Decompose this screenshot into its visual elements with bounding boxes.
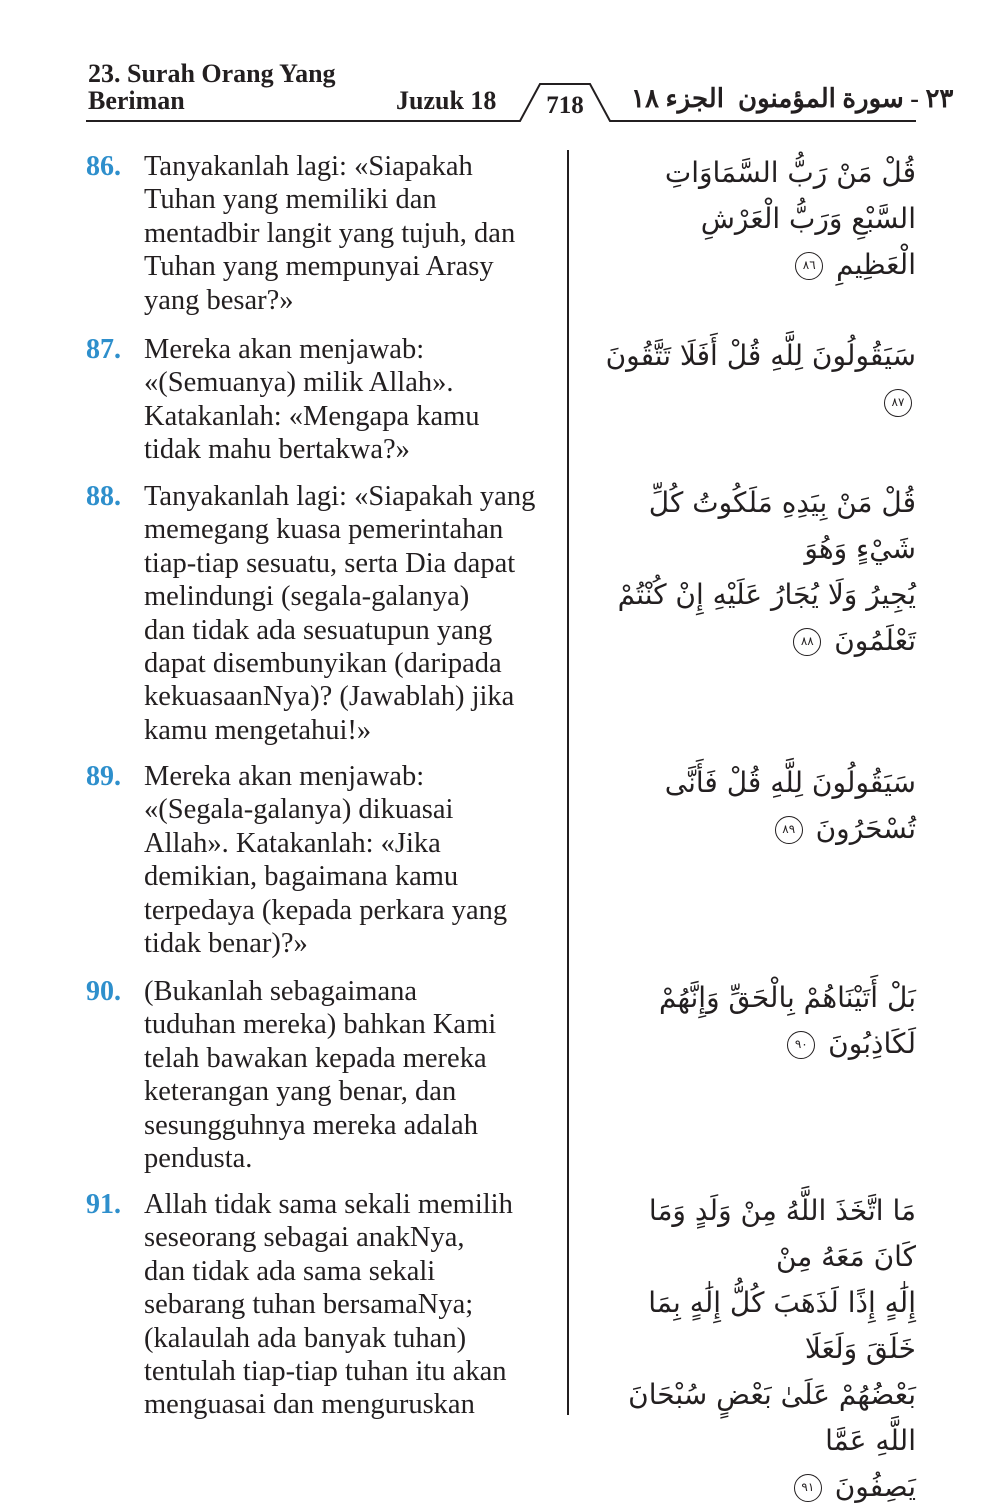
verse-translation: Allah tidak sama sekali memilih seseorang sebagai anakNya, dan tidak ada sama sekali sebarang tuhan bersamaNya; (kalaulah ada banyak tuhan) tentulah tiap-tiap tuhan itu akan menguasai dan menguruskan [144, 1189, 513, 1421]
verse-number: 90. [86, 976, 121, 1007]
page-number: 718 [546, 92, 584, 119]
arabic-text: سَيَقُولُونَ لِلَّهِ قُلْ أَفَلَا تَتَّقُونَ [605, 339, 916, 372]
arabic-surah-title: ٢٣ - سورة المؤمنون [738, 84, 954, 113]
page-header [0, 0, 1000, 130]
arabic-text: قُلْ مَنْ بِيَدِهِ مَلَكُوتُ كُلِّ شَيْءٍ وَهُوَ يُجِيرُ وَلَا يُجَارُ عَلَيْهِ إِنْ كُنْتُمْ تَعْلَمُونَ [617, 486, 916, 657]
verse-arabic [600, 1188, 916, 1510]
surah-title: 23. Surah Orang Yang Beriman [88, 59, 336, 115]
verse-number: 86. [86, 151, 121, 182]
arabic-text: بَلْ أَتَيْنَاهُمْ بِالْحَقِّ وَإِنَّهُمْ لَكَاذِبُونَ [658, 981, 916, 1060]
arabic-text: مَا اتَّخَذَ اللَّهُ مِنْ وَلَدٍ وَمَا كَانَ مَعَهُ مِنْ إِلَٰهٍ إِذًا لَذَهَبَ كُلُّ إِلَٰهٍ بِمَا خَلَقَ وَلَعَلَا بَعْضُهُمْ عَلَىٰ بَعْضٍ سُبْحَانَ اللَّهِ عَمَّا يَصِفُونَ [628, 1194, 916, 1503]
verse-end-marker-icon: ٨٨ [793, 628, 821, 656]
verse-arabic [600, 333, 916, 425]
arabic-text: سَيَقُولُونَ لِلَّهِ قُلْ فَأَنَّى تُسْحَرُونَ [664, 766, 916, 845]
arabic-juz-label: الجزء ١٨ [631, 84, 724, 113]
verse-end-marker-icon: ٨٩ [775, 816, 803, 844]
verse-arabic [600, 480, 916, 664]
verse-translation: Mereka akan menjawab: «(Segala-galanya) dikuasai Allah». Katakanlah: «Jika demikian, bagaimana kamu terpedaya (kepada perkara yang tidak benar)?» [144, 761, 508, 960]
verse-translation: Mereka akan menjawab: «(Semuanya) milik Allah». Katakanlah: «Mengapa kamu tidak mahu bertakwa?» [144, 334, 480, 466]
verse-translation: (Bukanlah sebagaimana tuduhan mereka) bahkan Kami telah bawakan kepada mereka keterangan yang benar, dan sesungguhnya mereka adalah pendusta. [144, 976, 497, 1175]
verse-number: 89. [86, 761, 121, 792]
verse-end-marker-icon: ٨٦ [795, 252, 823, 280]
verse-arabic [600, 760, 916, 852]
verse-end-marker-icon: ٨٧ [884, 389, 912, 417]
column-divider [567, 150, 569, 1415]
verse-number: 87. [86, 334, 121, 365]
verse-end-marker-icon: ٩١ [794, 1474, 822, 1502]
verse-translation: Tanyakanlah lagi: «Siapakah yang memegang kuasa pemerintahan tiap-tiap sesuatu, serta Dia dapat melindungi (segala-galanya) dan tidak ada sesuatupun yang dapat disembunyikan (daripada kekuasaanNya)? (Jawablah) jika kamu mengetahui!» [144, 481, 536, 746]
verse-arabic [600, 975, 916, 1067]
juzuk-label: Juzuk 18 [396, 86, 497, 115]
arabic-text: قُلْ مَنْ رَبُّ السَّمَاوَاتِ السَّبْعِ وَرَبُّ الْعَرْشِ الْعَظِيمِ [664, 156, 916, 281]
verse-end-marker-icon: ٩٠ [787, 1031, 815, 1059]
verse-arabic [600, 150, 916, 288]
verse-translation: Tanyakanlah lagi: «Siapakah Tuhan yang memiliki dan mentadbir langit yang tujuh, dan Tuhan yang mempunyai Arasy yang besar?» [144, 151, 516, 316]
verse-number: 91. [86, 1189, 121, 1220]
verse-number: 88. [86, 481, 121, 512]
